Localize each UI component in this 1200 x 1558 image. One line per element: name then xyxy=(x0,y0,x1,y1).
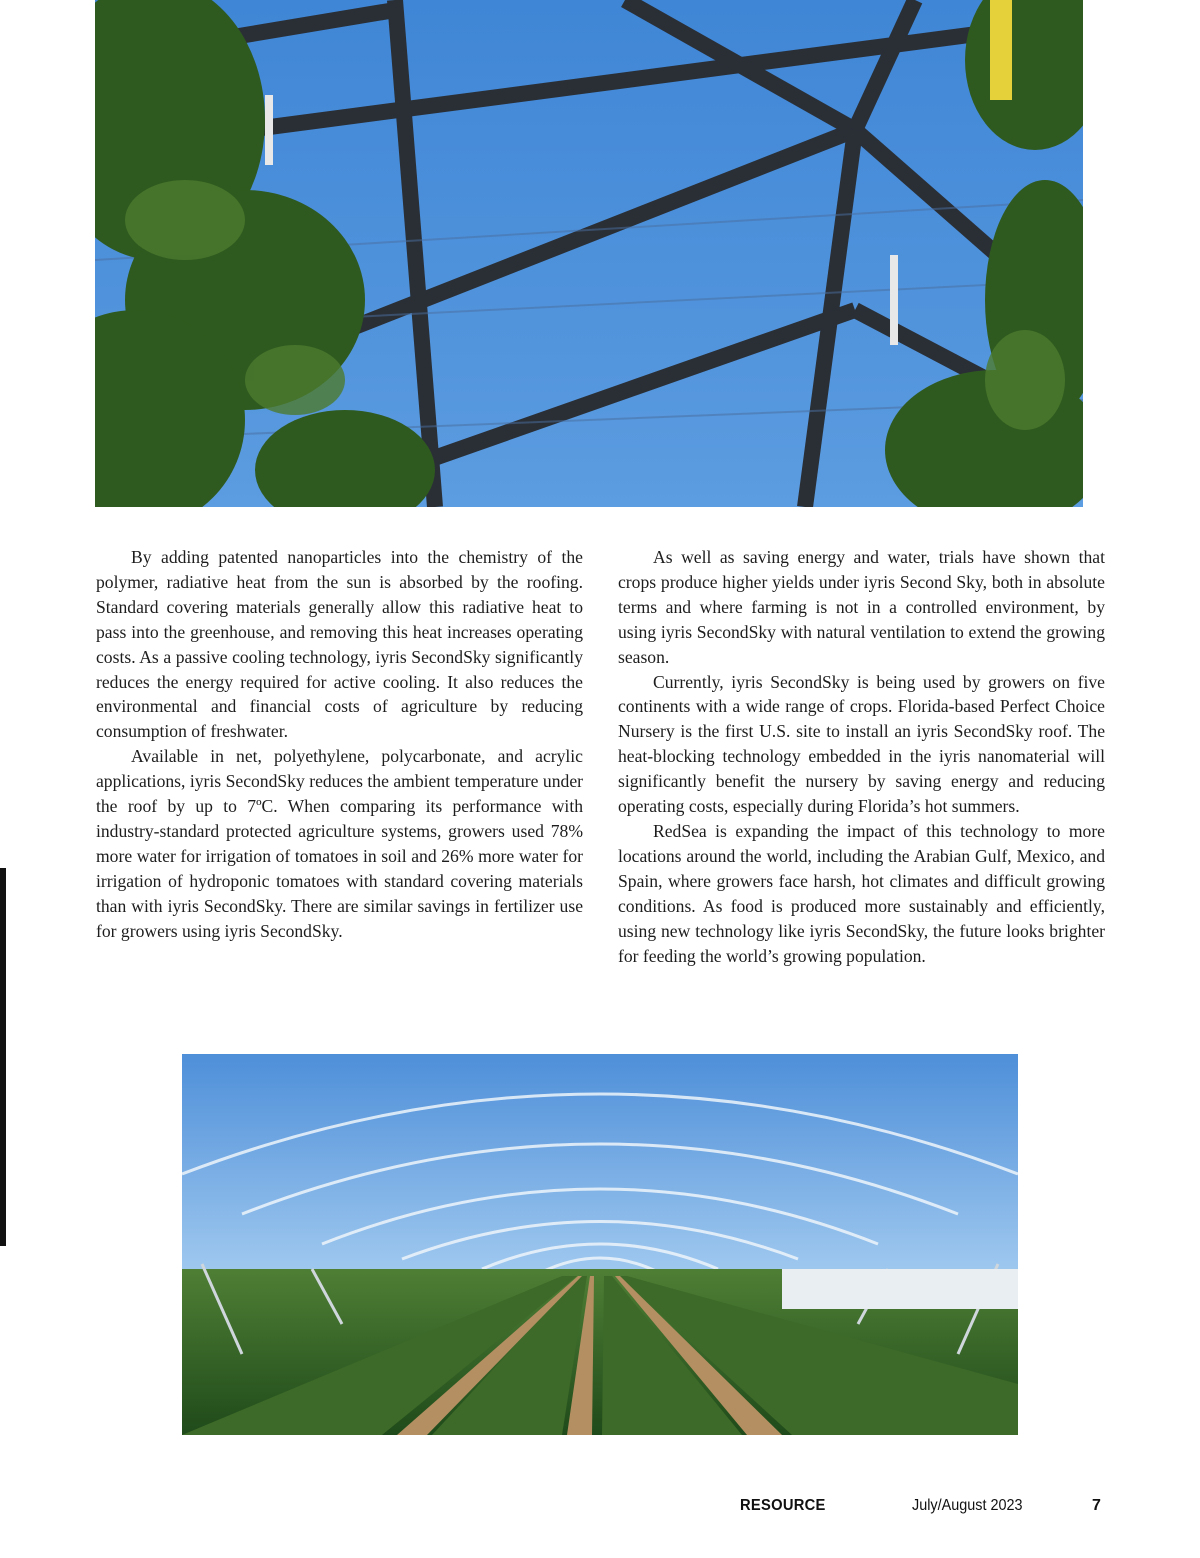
article-paragraph: By adding patented nanoparticles into the chemistry of the polymer, radiative heat from the sun is absorbed by the roofing. Standard covering materials generally allow this radiative heat to pass into the greenhouse, and removing this heat increases operating costs. As a passive cooling technology, iyris SecondSky significantly reduces the energy required for active cooling. It also reduces the environmental and financial costs of agriculture by reducing consumption of freshwater. xyxy=(96,547,583,742)
article-paragraph: Currently, iyris SecondSky is being used by growers on five continents with a wide range of crops. Florida-based Perfect Choice Nursery is the first U.S. site to install an iyris SecondSky roof. The heat-blocking technology embedded in the iyris nanomaterial will significantly benefit the nursery by saving energy and reducing operating costs, especially during Florida’s hot summers. xyxy=(618,671,1105,817)
article-paragraph: RedSea is expanding the impact of this technology to more locations around the world, including the Arabian Gulf, Mexico, and Spain, where growers face harsh, hot climates and difficult growing conditions. As food is produced more sustainably and efficiently, using new technology like iyris SecondSky, the future looks brighter for feeding the world’s growing population. xyxy=(618,820,1105,966)
footer-page-number: 7 xyxy=(1092,1497,1101,1514)
polytunnel-field-photo xyxy=(182,1054,1018,1435)
greenhouse-roof-photo xyxy=(95,0,1083,507)
article-column-right xyxy=(618,545,1105,968)
page-edge-bar xyxy=(0,868,6,1246)
footer-magazine-name: RESOURCE xyxy=(740,1497,826,1514)
article-paragraph: Available in net, polyethylene, polycarbonate, and acrylic applications, iyris SecondSky reduces the ambient temperature under the roof by up to 7ºC. When comparing its performance with industry-standard protected agriculture systems, growers used 78% more water for irrigation of tomatoes in soil and 26% more water for irrigation of hydroponic tomatoes with standard covering materials than with iyris SecondSky. There are similar savings in fertilizer use for growers using iyris SecondSky. xyxy=(96,746,583,941)
article-paragraph: As well as saving energy and water, trials have shown that crops produce higher yields under iyris Second Sky, both in absolute terms and where farming is not in a controlled environment, by using iyris SecondSky with natural ventilation to extend the growing season. xyxy=(618,547,1105,667)
article-column-left xyxy=(96,545,583,944)
footer-issue-date: July/August 2023 xyxy=(912,1497,1023,1514)
